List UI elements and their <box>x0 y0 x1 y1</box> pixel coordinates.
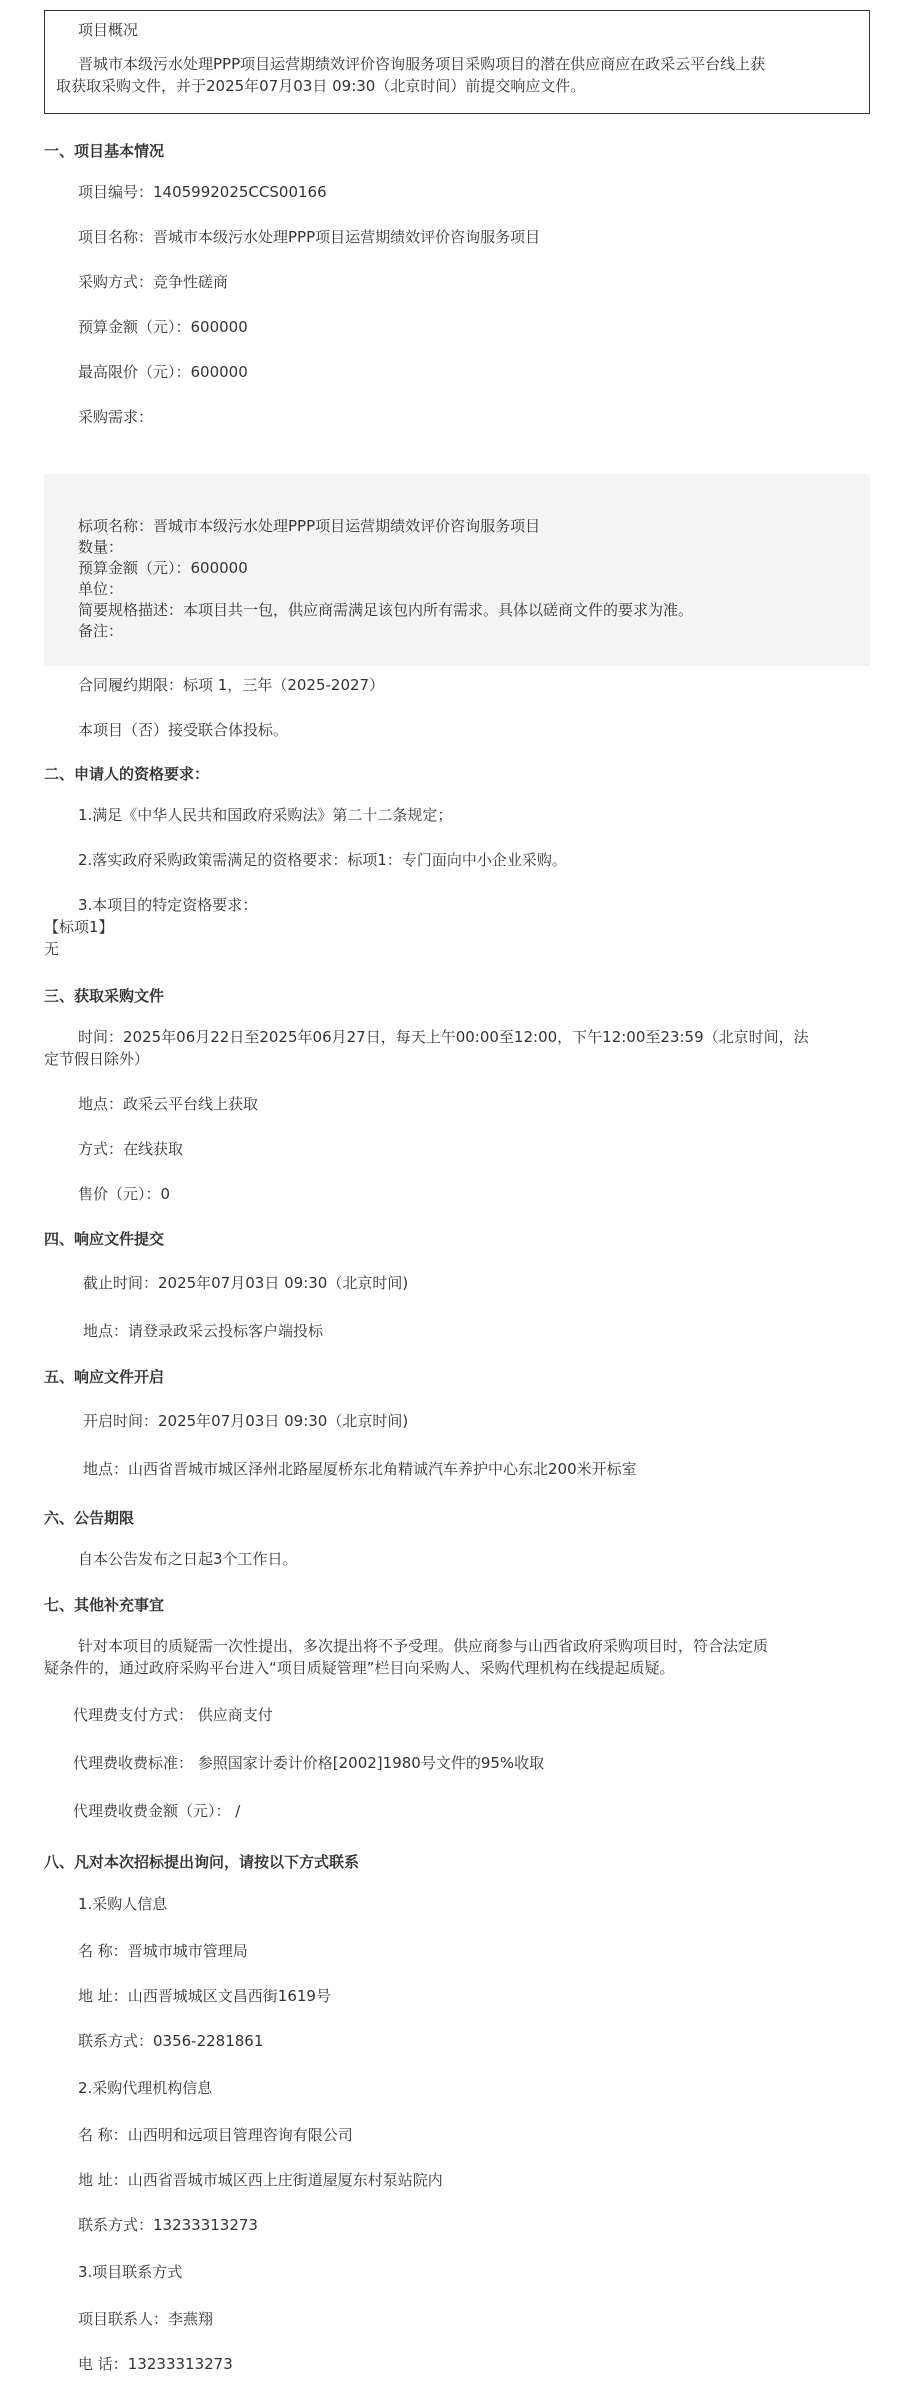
qualification-item-3: 3.本项目的特定资格要求： <box>78 896 258 914</box>
section-heading-opening: 五、响应文件开启 <box>44 1368 165 1386</box>
supplementary-text <box>44 1635 874 1679</box>
project-name: 项目名称：晋城市本级污水处理PPP项目运营期绩效评价咨询服务项目 <box>78 228 541 246</box>
overview-text-line1: 晋城市本级污水处理PPP项目运营期绩效评价咨询服务项目采购项目的潜在供应商应在政采云平台线上获 <box>78 55 766 73</box>
opening-time: 开启时间：2025年07月03日 09:30（北京时间) <box>83 1412 409 1430</box>
lot-unit: 单位： <box>78 580 124 598</box>
submission-place: 地点：请登录政采云投标客户端投标 <box>83 1322 324 1340</box>
section-heading-qualification: 二、申请人的资格要求： <box>44 765 210 783</box>
purchaser-address: 地 址：山西晋城城区文昌西街1619号 <box>78 1987 331 2005</box>
max-price: 最高限价（元）：600000 <box>78 363 248 381</box>
section-heading-submission: 四、响应文件提交 <box>44 1230 165 1248</box>
agency-info-title: 2.采购代理机构信息 <box>78 2079 213 2097</box>
notice-period-text: 自本公告发布之日起3个工作日。 <box>78 1550 298 1568</box>
agency-name: 名 称：山西明和远项目管理咨询有限公司 <box>78 2126 353 2144</box>
consortium-note: 本项目（否）接受联合体投标。 <box>78 721 289 739</box>
obtain-way: 方式：在线获取 <box>78 1140 184 1158</box>
lot-spec: 简要规格描述：本项目共一包，供应商需满足该包内所有需求。具体以磋商文件的要求为准。 <box>78 601 694 619</box>
agency-fee-payer: 代理费支付方式： 供应商支付 <box>73 1706 273 1724</box>
lot-1-label: 【标项1】 <box>44 918 114 936</box>
supplementary-text-line2: 疑条件的，通过政府采购平台进入“项目质疑管理”栏目向采购人、采购代理机构在线提起质疑。 <box>44 1659 675 1677</box>
purchaser-contact: 联系方式：0356-2281861 <box>78 2032 264 2050</box>
procurement-demand-label: 采购需求： <box>78 408 154 426</box>
procurement-method: 采购方式：竞争性磋商 <box>78 273 229 291</box>
lot-detail-box <box>44 474 870 666</box>
overview-text-line2: 取获取采购文件，并于2025年07月03日 09:30（北京时间）前提交响应文件。 <box>56 77 586 95</box>
opening-place: 地点：山西省晋城市城区泽州北路屋厦桥东北角精诚汽车养护中心东北200米开标室 <box>83 1460 637 1478</box>
obtain-time <box>44 1026 874 1070</box>
section-heading-basic-info: 一、项目基本情况 <box>44 142 165 160</box>
submission-deadline: 截止时间：2025年07月03日 09:30（北京时间) <box>83 1274 409 1292</box>
lot-name: 标项名称：晋城市本级污水处理PPP项目运营期绩效评价咨询服务项目 <box>78 517 541 535</box>
qualification-item-2: 2.落实政府采购政策需满足的资格要求：标项1：专门面向中小企业采购。 <box>78 851 567 869</box>
overview-text <box>56 53 855 97</box>
lot-quantity: 数量： <box>78 538 124 556</box>
document-price: 售价（元）：0 <box>78 1185 171 1203</box>
project-number: 项目编号：1405992025CCS00166 <box>78 183 327 201</box>
project-overview-box <box>44 10 870 114</box>
special-requirement-none: 无 <box>44 940 60 958</box>
obtain-time-line1: 时间：2025年06月22日至2025年06月27日，每天上午00:00至12:00，下午12:00至23:59（北京时间，法 <box>78 1028 809 1046</box>
section-heading-supplementary: 七、其他补充事宜 <box>44 1596 165 1614</box>
lot-remark: 备注： <box>78 622 124 640</box>
budget-amount: 预算金额（元）：600000 <box>78 318 248 336</box>
agency-fee-amount: 代理费收费金额（元）： / <box>73 1802 241 1820</box>
project-contact-phone: 电 话：13233313273 <box>78 2355 233 2373</box>
purchaser-name: 名 称：晋城市城市管理局 <box>78 1942 248 1960</box>
agency-fee-standard: 代理费收费标准： 参照国家计委计价格[2002]1980号文件的95%收取 <box>73 1754 545 1772</box>
supplementary-text-line1: 针对本项目的质疑需一次性提出，多次提出将不予受理。供应商参与山西省政府采购项目时，符合法定质 <box>78 1637 769 1655</box>
qualification-item-1: 1.满足《中华人民共和国政府采购法》第二十二条规定； <box>78 806 453 824</box>
project-contact-person: 项目联系人：李燕翔 <box>78 2310 214 2328</box>
section-heading-notice-period: 六、公告期限 <box>44 1509 135 1527</box>
agency-address: 地 址：山西省晋城市城区西上庄街道屋厦东村泵站院内 <box>78 2171 443 2189</box>
purchaser-info-title: 1.采购人信息 <box>78 1895 168 1913</box>
agency-contact: 联系方式：13233313273 <box>78 2216 258 2234</box>
lot-budget: 预算金额（元）：600000 <box>78 559 248 577</box>
section-heading-contact: 八、凡对本次招标提出询问，请按以下方式联系 <box>44 1853 360 1871</box>
obtain-place: 地点：政采云平台线上获取 <box>78 1095 259 1113</box>
obtain-time-line2: 定节假日除外） <box>44 1050 150 1068</box>
section-heading-obtain-documents: 三、获取采购文件 <box>44 987 165 1005</box>
contract-period: 合同履约期限：标项 1，三年（2025-2027） <box>78 676 385 694</box>
project-contact-title: 3.项目联系方式 <box>78 2263 183 2281</box>
overview-title: 项目概况 <box>78 21 139 39</box>
